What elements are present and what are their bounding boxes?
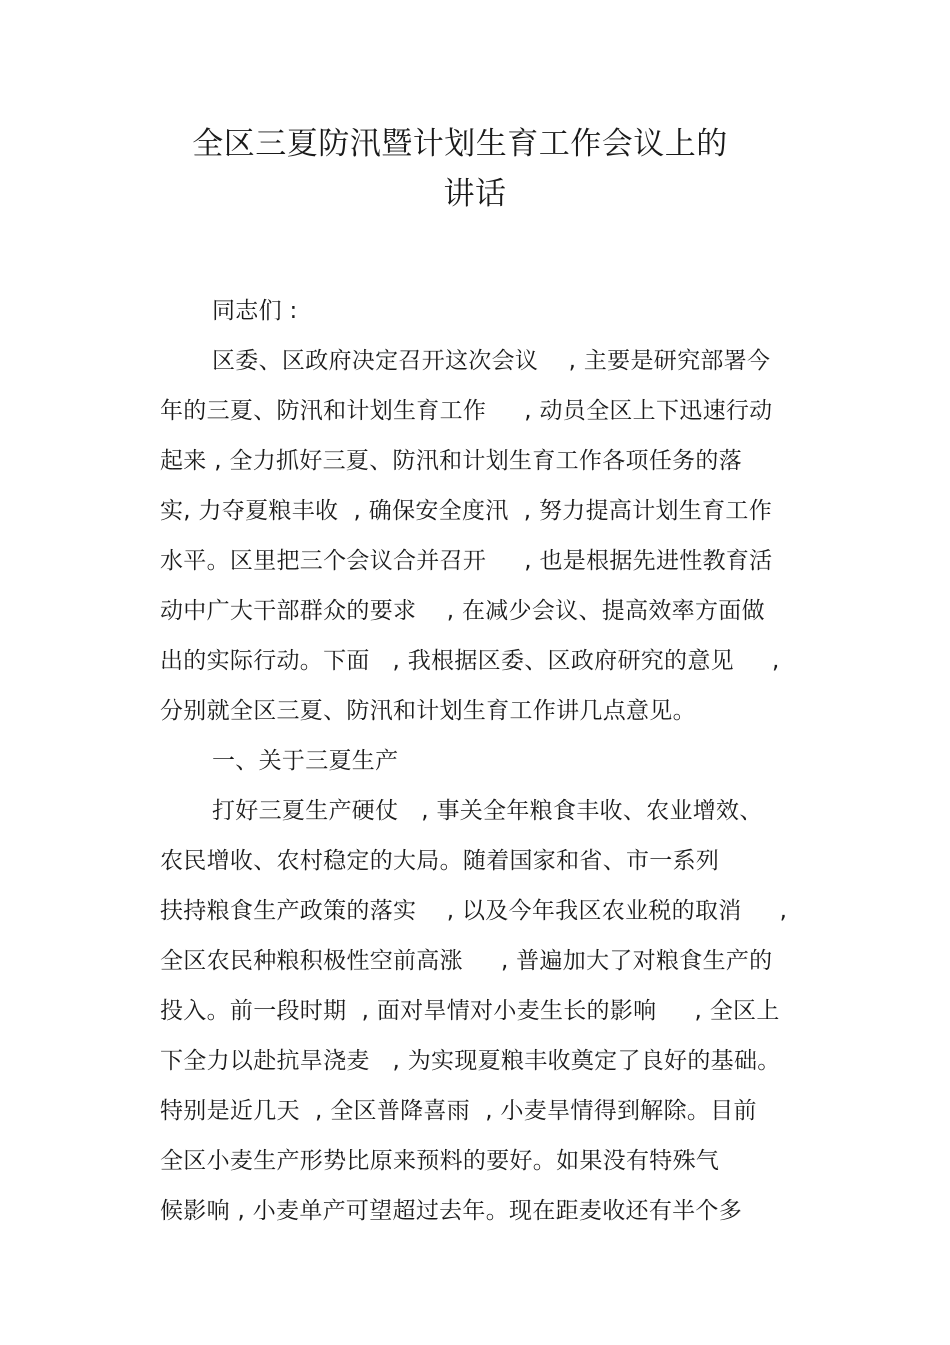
- paragraph-line: 特别是近几天 , 全区普降喜雨 , 小麦旱情得到解除。目前: [160, 1098, 757, 1124]
- salutation: 同志们 :: [212, 298, 298, 324]
- paragraph-line: 水平。区里把三个会议合并召开 , 也是根据先进性教育活: [160, 548, 773, 574]
- paragraph-line: 年的三夏、防汛和计划生育工作 , 动员全区上下迅速行动: [160, 398, 773, 424]
- paragraph-line: 全区农民种粮积极性空前高涨 , 普遍加大了对粮食生产的: [160, 948, 773, 974]
- paragraph-line: 出的实际行动。下面 , 我根据区委、区政府研究的意见 ,: [160, 648, 780, 674]
- paragraph-line: 投入。前一段时期 , 面对旱情对小麦生长的影响 , 全区上: [160, 998, 780, 1024]
- paragraph-line: 候影响 , 小麦单产可望超过去年。现在距麦收还有半个多: [160, 1198, 743, 1224]
- paragraph-line: 下全力以赴抗旱浇麦 , 为实现夏粮丰收奠定了良好的基础。: [160, 1048, 781, 1074]
- paragraph-line: 全区小麦生产形势比原来预料的要好。如果没有特殊气: [160, 1148, 720, 1174]
- paragraph-line: 动中广大干部群众的要求 , 在减少会议、提高效率方面做: [160, 598, 765, 624]
- paragraph-line: 区委、区政府决定召开这次会议 , 主要是研究部署今: [212, 348, 771, 374]
- paragraph-line: 农民增收、农村稳定的大局。随着国家和省、市一系列: [160, 848, 720, 874]
- paragraph-line: 起来 , 全力抓好三夏、防汛和计划生育工作各项任务的落: [160, 448, 743, 474]
- paragraph-line: 分别就全区三夏、防汛和计划生育工作讲几点意见。: [160, 698, 696, 724]
- section-heading: 一、关于三夏生产: [212, 748, 399, 774]
- document-title-line-2: 讲话: [443, 176, 507, 212]
- paragraph-line: 打好三夏生产硬仗 , 事关全年粮食丰收、农业增效、: [212, 798, 763, 824]
- document-title-line-1: 全区三夏防汛暨计划生育工作会议上的: [192, 126, 728, 162]
- paragraph-line: 扶持粮食生产政策的落实 , 以及今年我区农业税的取消 ,: [160, 898, 788, 924]
- paragraph-line: 实, 力夺夏粮丰收 , 确保安全度汛 , 努力提高计划生育工作: [160, 498, 773, 524]
